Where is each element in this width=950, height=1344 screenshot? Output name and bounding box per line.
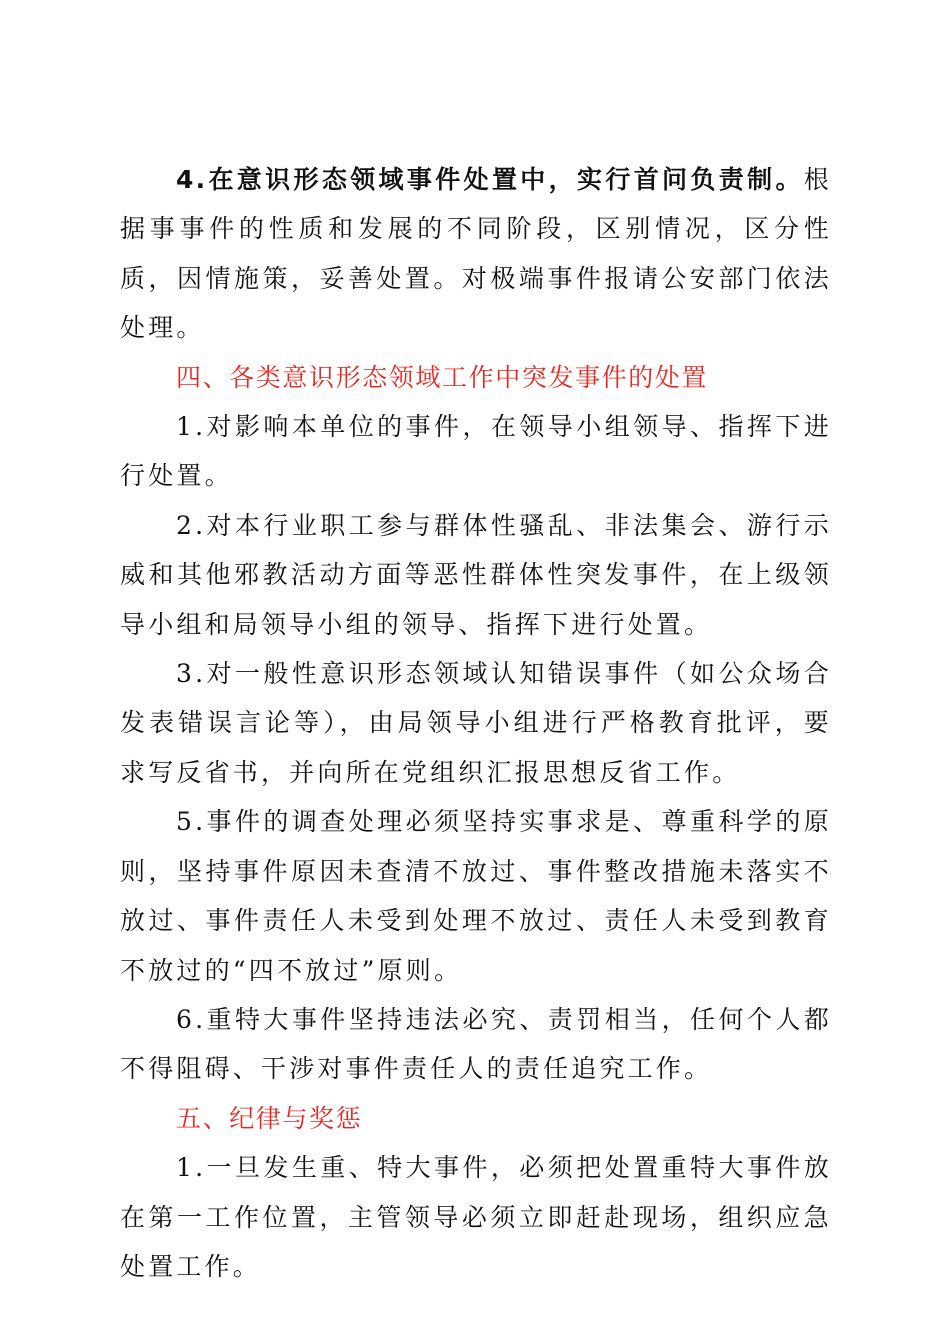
list-item: 1.一旦发生重、特大事件，必须把处置重特大事件放在第一工作位置，主管领导必须立即赶赴现场，组织应急处置工作。: [120, 1153, 832, 1281]
list-item: 1.对影响本单位的事件，在领导小组领导、指挥下进行处置。: [120, 412, 832, 491]
document-page: [120, 155, 832, 1291]
list-item: 6.重特大事件坚持违法必究、责罚相当，任何个人都不得阻碍、干涉对事件责任人的责任追究工作。: [120, 1004, 832, 1084]
section-heading-4: 四、各类意识形态领域工作中突发事件的处置: [176, 362, 709, 392]
section-heading-5: 五、纪律与奖惩: [176, 1103, 363, 1133]
list-item: 2.对本行业职工参与群体性骚乱、非法集会、游行示威和其他邪教活动方面等恶性群体性突发事件，在上级领导小组和局领导小组的领导、指挥下进行处置。: [120, 510, 832, 639]
list-item: 5.事件的调查处理必须坚持实事求是、尊重科学的原则，坚持事件原因未查清不放过、事件整改措施未落实不放过、事件责任人未受到处理不放过、责任人未受到教育不放过的“四不放过”原则。: [120, 807, 832, 985]
paragraph-body: 根据事事件的性质和发展的不同阶段，区别情况，区分性质，因情施策，妥善处置。对极端事件报请公安部门依法处理。: [120, 165, 832, 343]
paragraph-first-responsibility: [120, 155, 832, 353]
list-item: 3.对一般性意识形态领域认知错误事件（如公众场合发表错误言论等），由局领导小组进行严格教育批评，要求写反省书，并向所在党组织汇报思想反省工作。: [120, 659, 832, 787]
paragraph-lead-bold: 4.在意识形态领域事件处置中，实行首问负责制。: [176, 165, 804, 194]
